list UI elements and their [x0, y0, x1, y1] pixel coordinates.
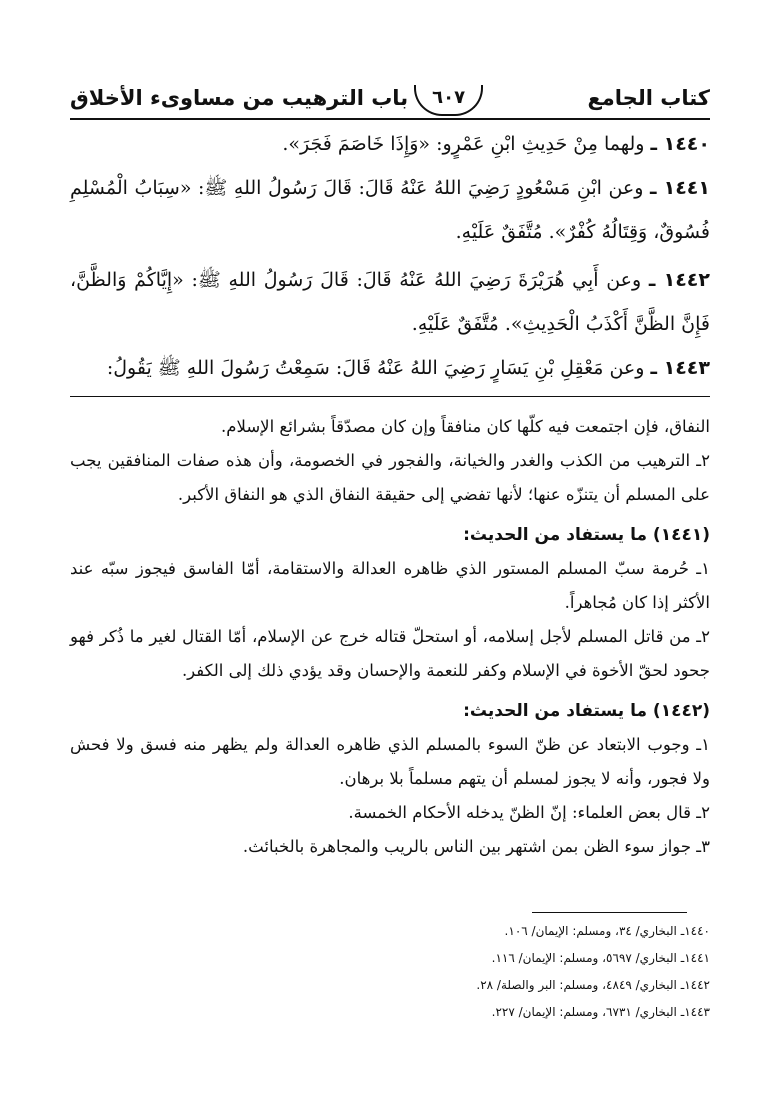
commentary	[70, 410, 710, 864]
hadith-number: ١٤٤٠ ـ	[650, 133, 710, 155]
commentary-point: ٢ـ من قاتل المسلم لأجل إسلامه، أو استحلّ قتاله خرج عن الإسلام، أمّا القتال لغير ما ذُكر فهو جحود لحقّ الأخوة في الإسلام وكفر للنعمة والإحسان وقد يؤدي ذلك إلى الكفر.	[70, 627, 710, 680]
commentary-point: ١ـ وجوب الابتعاد عن ظنّ السوء بالمسلم الذي ظاهره العدالة ولم يظهر منه فسق ولا فحش ولا فجور، وأنه لا يجوز لمسلم أن يتهم مسلماً بلا برهان.	[70, 735, 710, 788]
section-heading-1442: (١٤٤٢) ما يستفاد من الحديث:	[463, 701, 710, 721]
header-chapter-group	[70, 81, 483, 116]
section-heading-1441: (١٤٤١) ما يستفاد من الحديث:	[463, 525, 710, 545]
hadith-1443	[70, 346, 710, 390]
commentary-point: ٢ـ الترهيب من الكذب والغدر والخيانة، والفجور في الخصومة، وأن هذه صفات المنافقين يجب على المسلم أن يتنزّه عنها؛ لأنها تفضي إلى حقيقة النفاق الذي هو النفاق الأكبر.	[70, 451, 710, 504]
footnote-divider	[532, 912, 687, 913]
chapter-title: باب الترهيب من مساوىء الأخلاق	[70, 86, 409, 110]
book-title: كتاب الجامع	[587, 86, 710, 110]
hadith-text: ولهما مِنْ حَدِيثِ ابْنِ عَمْرٍو: «وَإِذَا خَاصَمَ فَجَرَ».	[282, 133, 645, 155]
hadith-1441	[70, 166, 710, 254]
footnote: ١٤٤١ـ البخاري/ ٥٦٩٧، ومسلم: الإيمان/ ١١٦.	[491, 951, 710, 965]
hadith-text: وعن أَبِي هُرَيْرَةَ رَضِيَ اللهُ عَنْهُ قَالَ: قَالَ رَسُولُ اللهِ ﷺ: «إِيَّاكُمْ وَالظَّنَّ، فَإِنَّ الظَّنَّ أَكْذَبُ الْحَدِيثِ». مُتَّفَقٌ عَلَيْهِ.	[70, 269, 710, 335]
footnotes	[70, 918, 710, 1026]
commentary-point: ١ـ حُرمة سبّ المسلم المستور الذي ظاهره العدالة والاستقامة، أمّا الفاسق فيجوز سبّه عند الأكثر إذا كان مُجاهراً.	[70, 559, 710, 612]
footnote: ١٤٤٠ـ البخاري/ ٣٤، ومسلم: الإيمان/ ١٠٦.	[504, 924, 710, 938]
hadith-number: ١٤٤١ ـ	[649, 177, 710, 199]
hadith-text: وعن ابْنِ مَسْعُودٍ رَضِيَ اللهُ عَنْهُ قَالَ: قَالَ رَسُولُ اللهِ ﷺ: «سِبَابُ الْمُسْلِمِ فُسُوقٌ، وَقِتَالُهُ كُفْرٌ». مُتَّفَقٌ عَلَيْهِ.	[70, 177, 710, 243]
hadith-number: ١٤٤٣ ـ	[650, 357, 710, 379]
page-number: ٦٠٧	[414, 85, 483, 116]
footnote: ١٤٤٣ـ البخاري/ ٦٧٣١، ومسلم: الإيمان/ ٢٢٧.	[491, 1005, 710, 1019]
hadith-text: وعن مَعْقِلِ بْنِ يَسَارٍ رَضِيَ اللهُ عَنْهُ قَالَ: سَمِعْتُ رَسُولَ اللهِ ﷺ يَقُولُ:	[106, 357, 645, 379]
commentary-continuation: النفاق، فإن اجتمعت فيه كلّها كان منافقاً وإن كان مصدّقاً بشرائع الإسلام.	[221, 417, 710, 436]
hadith-1442	[70, 258, 710, 346]
commentary-point: ٢ـ قال بعض العلماء: إنّ الظنّ يدخله الأحكام الخمسة.	[348, 803, 710, 822]
commentary-point: ٣ـ جواز سوء الظن بمن اشتهر بين الناس بالريب والمجاهرة بالخبائث.	[242, 837, 710, 856]
footnote: ١٤٤٢ـ البخاري/ ٤٨٤٩، ومسلم: البر والصلة/ ٢٨.	[476, 978, 710, 992]
page-header	[70, 78, 710, 120]
section-divider	[70, 396, 710, 397]
hadith-number: ١٤٤٢ ـ	[648, 269, 710, 291]
hadith-1440	[70, 122, 710, 166]
